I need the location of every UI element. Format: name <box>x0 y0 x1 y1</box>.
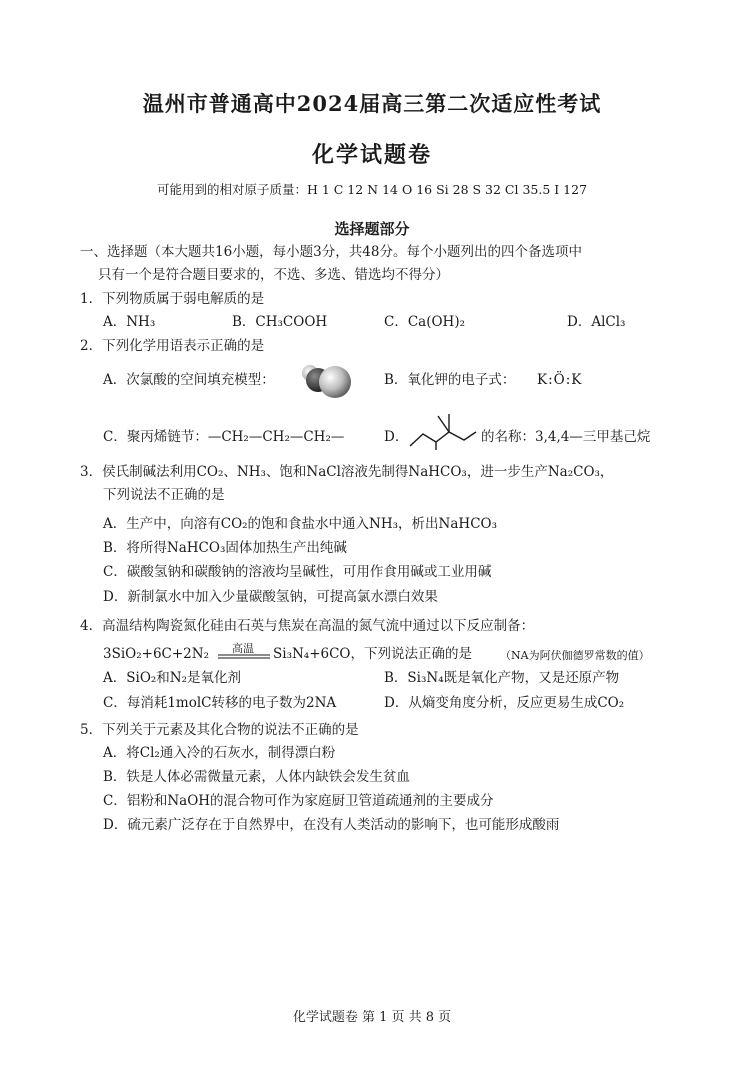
q1-option-b: B．CH₃COOH <box>232 314 328 330</box>
q3-stem-line1: 3．侯氏制碱法利用CO₂、NH₃、饱和NaCl溶液先制得NaHCO₃，进一步生产Na₂CO₃， <box>80 464 614 480</box>
q3-option-c: C．碳酸氢钠和碳酸钠的溶液均呈碱性，可用作食用碱或工业用碱 <box>103 564 492 580</box>
q2-option-b: B．氧化钾的电子式： <box>384 372 516 388</box>
q2-option-d-label: D． <box>384 429 409 445</box>
q4-equation-left: 3SiO₂+6C+2N₂ <box>103 646 209 662</box>
q3-option-b: B．将所得NaHCO₃固体加热生产出纯碱 <box>103 540 347 556</box>
instructions-line2: 只有一个是符合题目要求的，不选、多选、错选均不得分） <box>98 267 449 283</box>
q4-equation-right: Si₃N₄+6CO，下列说法正确的是 <box>273 646 472 662</box>
q4-option-a: A．SiO₂和N₂是氧化剂 <box>103 670 242 686</box>
skeletal-formula-diagram <box>408 412 480 450</box>
atomic-masses: 可能用到的相对原子质量：H 1 C 12 N 14 O 16 Si 28 S 32 Cl 35.5 I 127 <box>156 182 588 197</box>
hclo-space-filling-model <box>297 357 355 405</box>
q4-equation-note: （NA为阿伏伽德罗常数的值） <box>500 649 650 662</box>
q2-option-c: C．聚丙烯链节：—CH₂—CH₂—CH₂— <box>103 429 345 445</box>
q5-option-b: B．铁是人体必需微量元素，人体内缺铁会发生贫血 <box>103 769 410 785</box>
q5-option-a: A．将Cl₂通入冷的石灰水，制得漂白粉 <box>103 745 336 761</box>
q1-stem: 1．下列物质属于弱电解质的是 <box>80 291 265 307</box>
q4-option-b: B．Si₃N₄既是氧化产物，又是还原产物 <box>384 670 620 686</box>
k2o-electron-formula: K:Ö:K <box>537 372 583 388</box>
q4-stem-line1: 4．高温结构陶瓷氮化硅由石英与焦炭在高温的氮气流中通过以下反应制备： <box>80 618 535 634</box>
q1-option-a: A．NH₃ <box>103 314 156 330</box>
q3-option-d: D．新制氯水中加入少量碳酸氢钠，可提高氯水漂白效果 <box>103 589 438 605</box>
q3-option-a: A．生产中，向溶有CO₂的饱和食盐水中通入NH₃，析出NaHCO₃ <box>103 516 497 532</box>
q4-option-d: D．从熵变角度分析，反应更易生成CO₂ <box>384 695 625 711</box>
q5-option-d: D．硫元素广泛存在于自然界中，在没有人类活动的影响下，也可能形成酸雨 <box>103 817 560 833</box>
q5-stem: 5．下列关于元素及其化合物的说法不正确的是 <box>80 722 359 738</box>
q2-option-a: A．次氯酸的空间填充模型： <box>103 372 275 388</box>
page-footer: 化学试题卷 第 1 页 共 8 页 <box>292 1010 452 1025</box>
exam-subtitle: 化学试题卷 <box>311 142 432 168</box>
q2-option-d-text: 的名称：3,4,4—三甲基己烷 <box>481 429 651 445</box>
q5-option-c: C．铝粉和NaOH的混合物可作为家庭厨卫管道疏通剂的主要成分 <box>103 793 494 809</box>
q4-option-c: C．每消耗1molC转移的电子数为2NA <box>103 695 337 711</box>
exam-title: 温州市普通高中2024届高三第二次适应性考试 <box>142 91 602 116</box>
reaction-condition: 高温 <box>232 642 254 655</box>
q1-option-d: D．AlCl₃ <box>567 314 626 330</box>
q1-option-c: C．Ca(OH)₂ <box>384 314 465 330</box>
q3-stem-line2: 下列说法不正确的是 <box>103 487 225 503</box>
instructions-line1: 一、选择题（本大题共16小题，每小题3分，共48分。每个小题列出的四个备选项中 <box>80 244 582 260</box>
q2-stem: 2．下列化学用语表示正确的是 <box>80 338 265 354</box>
section-title: 选择题部分 <box>334 220 410 238</box>
